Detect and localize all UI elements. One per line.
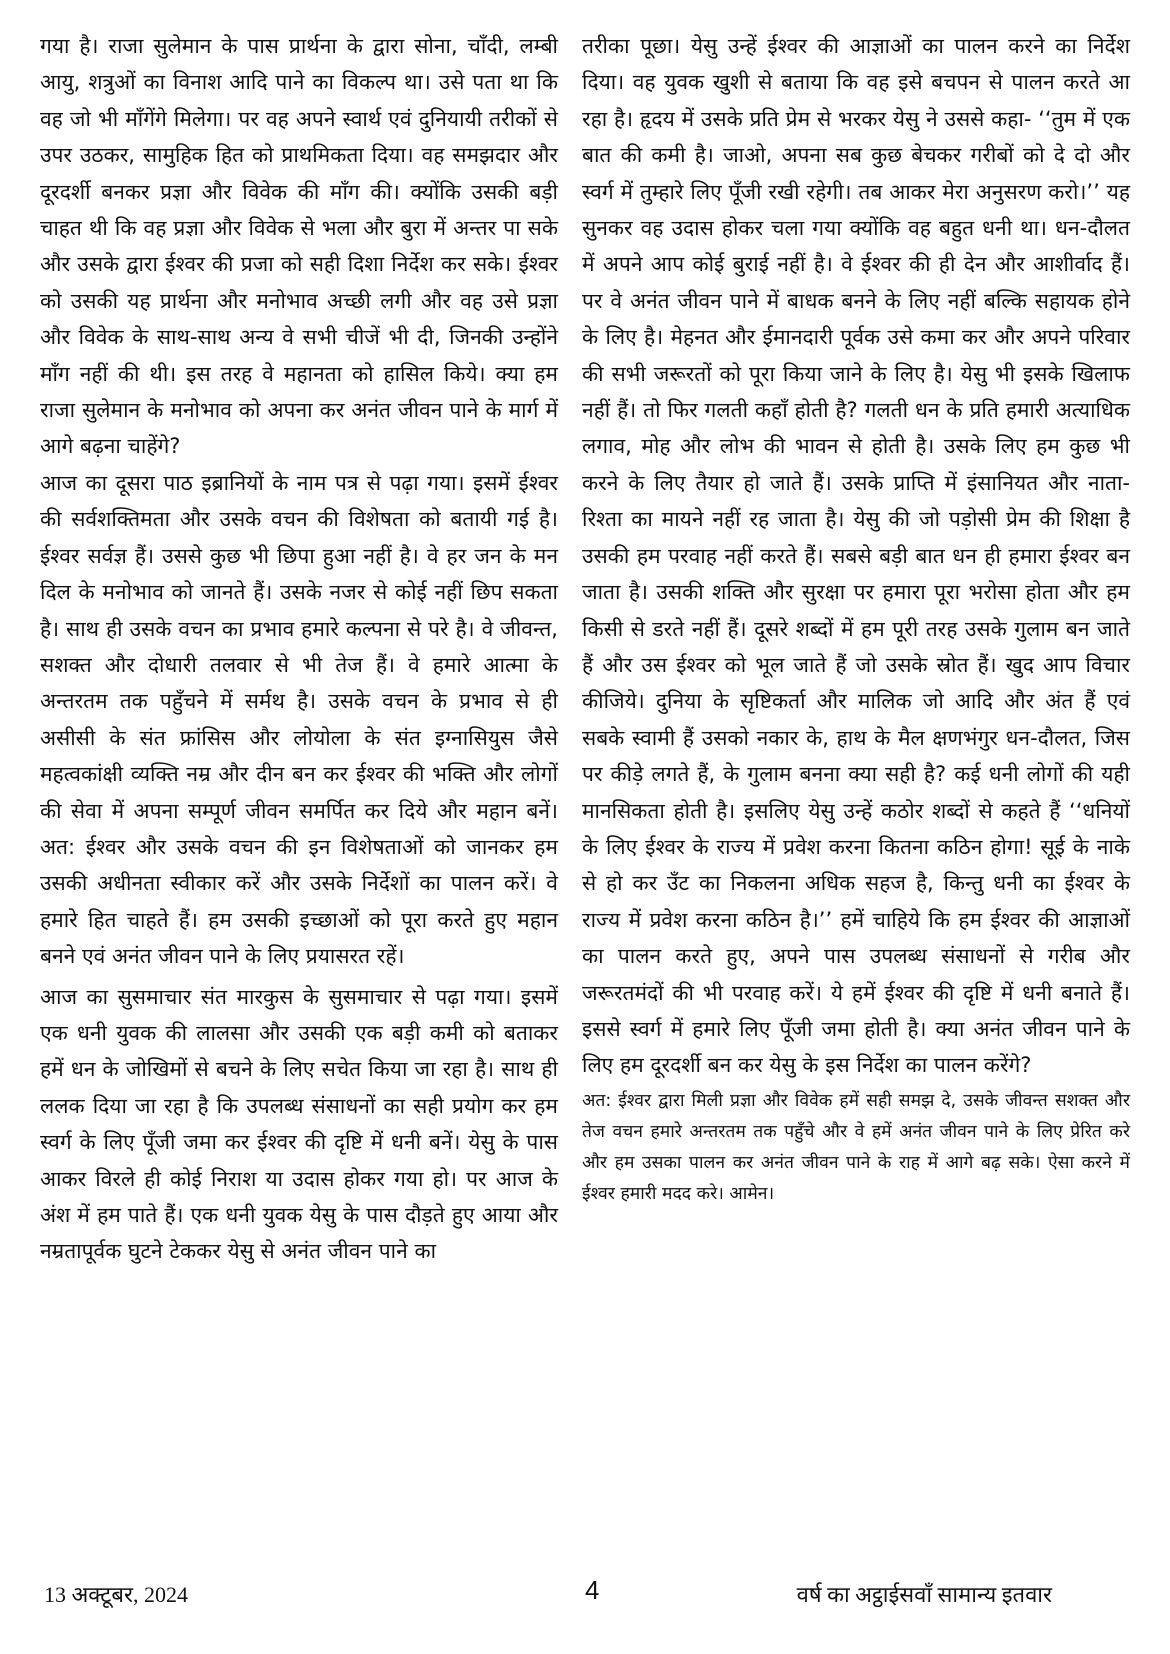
paragraph-king-solomon: गया है। राजा सुलेमान के पास प्रार्थना के द्वारा सोना, चाँदी, लम्बी आयु, शत्रुओं का विनाश आदि पाने का विकल्प था। उसे पता था कि वह जो भी माँगेंगे मिलेगा। पर वह अपने स्वार्थ एवं दुनियायी तरीकों से उपर उठकर, सामुहिक हित को प्राथमिकता दिया। वह समझदार और दूरदर्शी बनकर प्रज्ञा और विवेक की माँग की। क्योंकि उसकी बड़ी चाहत थी कि वह प्रज्ञा और विवेक से भला और बुरा में अन्तर पा सके और उसके द्वारा ईश्वर की प्रजा को सही दिशा निर्देश कर सके। ईश्वर को उसकी यह प्रार्थना और मनोभाव अच्छी लगी और वह उसे प्रज्ञा और विवेक के साथ-साथ अन्य वे सभी चीजें भी दी, जिनकी उन्होंने माँग नहीं की थी। इस तरह वे महानता को हासिल किये। क्या हम राजा सुलेमान के मनोभाव को अपना कर अनंत जीवन पाने के मार्ग में आगे बढ़ना चाहेंगे? xyxy=(40,34,558,459)
paragraph-gospel-intro: आज का सुसमाचार संत मारकुस के सुसमाचार से पढ़ा गया। इसमें एक धनी युवक की लालसा और उसकी एक बड़ी कमी को बताकर हमें धन के जोखिमों से बचने के लिए सचेत किया जा रहा है। साथ ही ललक दिया जा रहा है कि उपलब्ध संसाधनों का सही प्रयोग कर हम स्वर्ग के लिए पूँजी जमा कर ईश्वर की दृष्टि में धनी बनें। येसु के पास आकर विरले ही कोई निराश या उदास होकर गया हो। पर आज के अंश में हम पाते हैं। एक धनी युवक येसु के पास दौड़ते हुए आया और नम्रतापूर्वक घुटने टेककर येसु से अनंत जीवन पाने का xyxy=(40,984,558,1264)
page-number: 4 xyxy=(585,1575,600,1605)
footer-date: 13 अक्टूबर, 2024 xyxy=(44,1582,188,1607)
paragraph-closing-prayer: अत: ईश्वर द्वारा मिली प्रज्ञा और विवेक हमें सही समझ दे, उसके जीवन्त सशक्त और तेज वचन हमारे अन्तरतम तक पहुँचे और वे हमें अनंत जीवन पाने के लिए प्रेरित करे और हम उसका पालन कर अनंत जीवन पाने के राह में आगे बढ़ सके। ऐसा करने में ईश्वर हमारी मदद करे। आमेन। xyxy=(582,1090,1130,1204)
paragraph-second-reading: आज का दूसरा पाठ इब्रानियों के नाम पत्र से पढ़ा गया। इसमें ईश्वर की सर्वशक्तिमता और उसके वचन की विशेषता को बतायी गई है। ईश्वर सर्वज्ञ हैं। उससे कुछ भी छिपा हुआ नहीं है। वे हर जन के मन दिल के मनोभाव को जानते हैं। उसके नजर से कोई नहीं छिप सकता है। साथ ही उसके वचन का प्रभाव हमारे कल्पना से परे है। वे जीवन्त, सशक्त और दोधारी तलवार से भी तेज हैं। वे हमारे आत्मा के अन्तरतम तक पहुँचने में सर्मथ है। उसके वचन के प्रभाव से ही असीसी के संत फ्रांसिस और लोयोला के संत इग्नासियुस जैसे महत्वकांक्षी व्यक्ति नम्र और दीन बन कर ईश्वर की भक्ति और लोगों की सेवा में अपना सम्पूर्ण जीवन समर्पित कर दिये और महान बनें। अत: ईश्वर और उसके वचन की इन विशेषताओं को जानकर हम उसकी अधीनता स्वीकार करें और उसके निर्देशों का पालन करें। वे हमारे हित चाहते हैं। हम उसकी इच्छाओं को पूरा करते हुए महान बनने एवं अनंत जीवन पाने के लिए प्रयासरत रहें। xyxy=(40,470,558,969)
left-column xyxy=(40,28,558,1270)
footer-title: वर्ष का अट्ठाईसवाँ सामान्य इतवार xyxy=(796,1582,1052,1607)
paragraph-rich-young-man: तरीका पूछा। येसु उन्हें ईश्वर की आज्ञाओं का पालन करने का निर्देश दिया। वह युवक खुशी से बताया कि वह इसे बचपन से पालन करते आ रहा है। हृदय में उसके प्रति प्रेम से भरकर येसु ने उससे कहा- ‘‘तुम में एक बात की कमी है। जाओ, अपना सब कुछ बेचकर गरीबों को दे दो और स्वर्ग में तुम्हारे लिए पूँजी रखी रहेगी। तब आकर मेरा अनुसरण करो।’’ यह सुनकर वह उदास होकर चला गया क्योंकि वह बहुत धनी था। धन-दौलत में अपने आप कोई बुराई नहीं है। वे ईश्वर की ही देन और आशीर्वाद हैं। पर वे अनंत जीवन पाने में बाधक बनने के लिए नहीं बल्कि सहायक होने के लिए है। मेहनत और ईमानदारी पूर्वक उसे कमा कर और अपने परिवार की सभी जरूरतों को पूरा किया जाने के लिए है। येसु भी इसके खिलाफ नहीं हैं। तो फिर गलती कहाँ होती है? गलती धन के प्रति हमारी अत्याधिक लगाव, मोह और लोभ की भावन से होती है। उसके लिए हम कुछ भी करने के लिए तैयार हो जाते हैं। उसके प्राप्ति में इंसानियत और नाता-रिश्ता का मायने नहीं रह जाता है। येसु की जो पड़ोसी प्रेम की शिक्षा है उसकी हम परवाह नहीं करते हैं। सबसे बड़ी बात धन ही हमारा ईश्वर बन जाता है। उसकी शक्ति और सुरक्षा पर हमारा पूरा भरोसा होता और हम किसी से डरते नहीं हैं। दूसरे शब्दों में हम पूरी तरह उसके गुलाम बन जाते हैं और उस ईश्वर को भूल जाते हैं जो उसके स्रोत हैं। खुद आप विचार कीजिये। दुनिया के सृष्टिकर्ता और मालिक जो आदि और अंत हैं एवं सबके स्वामी हैं उसको नकार के, हाथ के मैल क्षणभंगुर धन-दौलत, जिस पर कीड़े लगते हैं, के गुलाम बनना क्या सही है? कई धनी लोगों की यही मानसिकता होती है। इसलिए येसु उन्हें कठोर शब्दों से कहते हैं ‘‘धनियों के लिए ईश्वर के राज्य में प्रवेश करना कितना कठिन होगा! सूई के नाके से हो कर उँट का निकलना अधिक सहज है, किन्तु धनी का ईश्वर के राज्य में प्रवेश करना कठिन है।’’ हमें चाहिये कि हम ईश्वर की आज्ञाओं का पालन करते हुए, अपने पास उपलब्ध संसाधनों से गरीब और जरूरतमंदों की भी परवाह करें। ये हमें ईश्वर की दृष्टि में धनी बनाते हैं। इससे स्वर्ग में हमारे लिए पूँजी जमा होती है। क्या अनंत जीवन पाने के लिए हम दूरदर्शी बन कर येसु के इस निर्देश का पालन करेंगे? xyxy=(582,34,1130,1078)
right-column xyxy=(582,28,1130,1210)
page-footer xyxy=(0,1575,1170,1615)
